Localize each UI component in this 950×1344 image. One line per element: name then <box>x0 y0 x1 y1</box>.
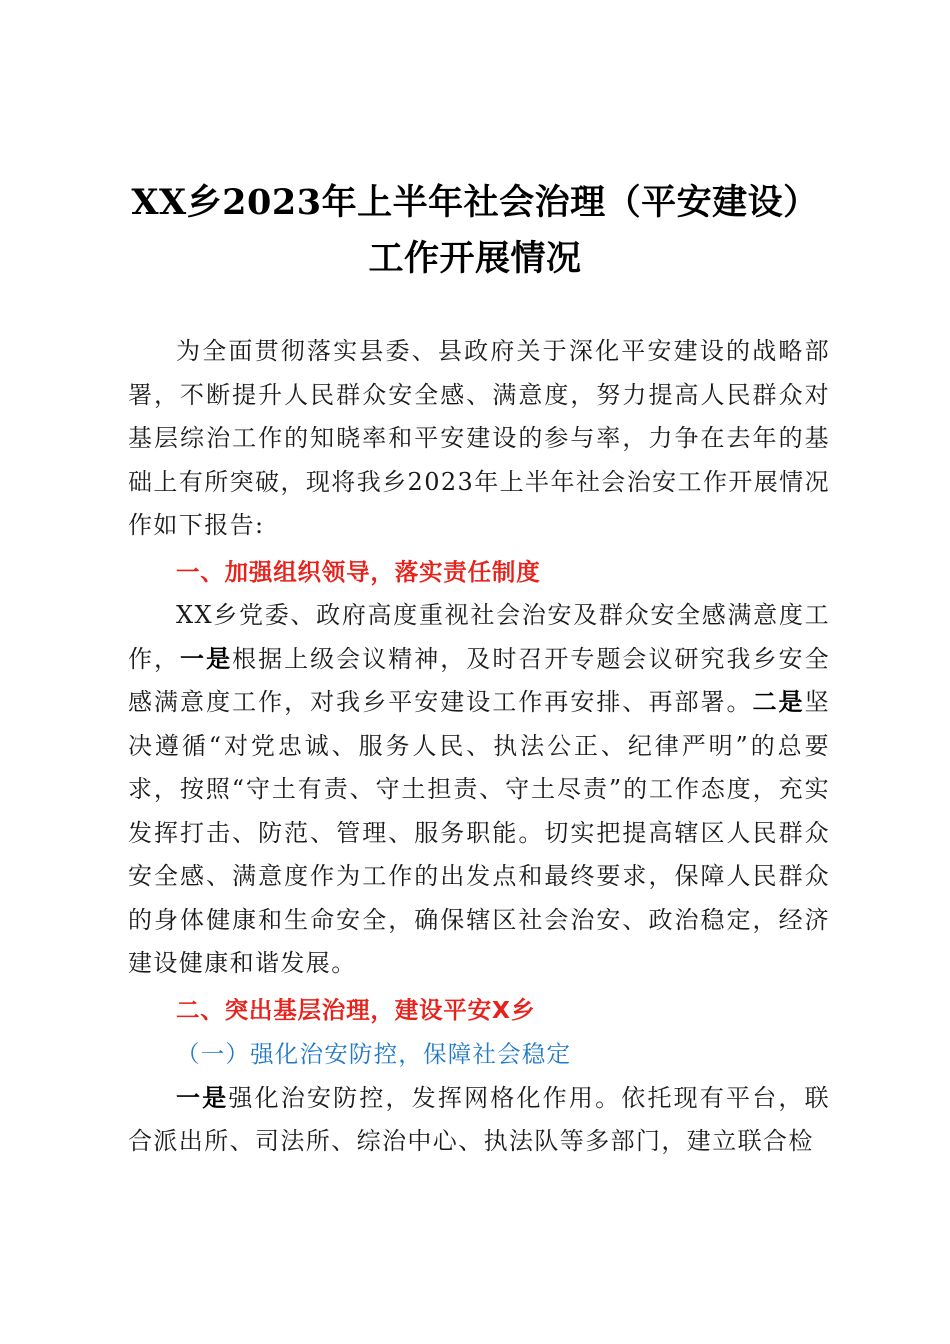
section-1-lead-1: 一是 <box>180 644 233 673</box>
subsection-1-heading: （一）强化治安防控，保障社会稳定 <box>176 1040 572 1068</box>
subsection-1-paragraph <box>128 1077 830 1164</box>
section-1-lead-2: 二是 <box>752 688 805 716</box>
section-2-heading: 二、突出基层治理，建设平安X乡 <box>176 995 536 1024</box>
subsection-1-text: 强化治安防控，发挥网格化作用。依托现有平台，联合派出所、司法所、综治中心、执法队等多部门，建立联合检 <box>128 1083 830 1155</box>
subsection-1-lead: 一是 <box>176 1083 229 1112</box>
section-1-text-a: XX乡党委、政府高度重视社会治安及群众安全感满意度工作， <box>128 601 830 673</box>
document-title: XX乡2023年上半年社会治理（平安建设）工作开展情况 <box>131 182 819 279</box>
section-1-heading: 一、加强组织领导，落实责任制度 <box>176 557 541 586</box>
section-1-paragraph <box>128 594 830 986</box>
section-1-text-c: 坚决遵循“对党忠诚、服务人民、执法公正、纪律严明”的总要求，按照“守土有责、守土担责、守土尽责”的工作态度，充实发挥打击、防范、管理、服务职能。切实把提高辖区人民群众安全感、满意度作为工作的出发点和最终要求，保障人民群众的身体健康和生命安全，确保辖区社会治安、政治稳定，经济建设健康和谐发展。 <box>128 688 830 977</box>
section-1-text-b: 根据上级会议精神，及时召开专题会议研究我乡安全感满意度工作，对我乡平安建设工作再安排、再部署。 <box>128 644 830 716</box>
intro-paragraph: 为全面贯彻落实县委、县政府关于深化平安建设的战略部署，不断提升人民群众安全感、满意度，努力提高人民群众对基层综治工作的知晓率和平安建设的参与率，力争在去年的基础上有所突破，现将我乡2023年上半年社会治安工作开展情况作如下报告: <box>128 337 830 539</box>
document-body <box>128 330 830 1164</box>
